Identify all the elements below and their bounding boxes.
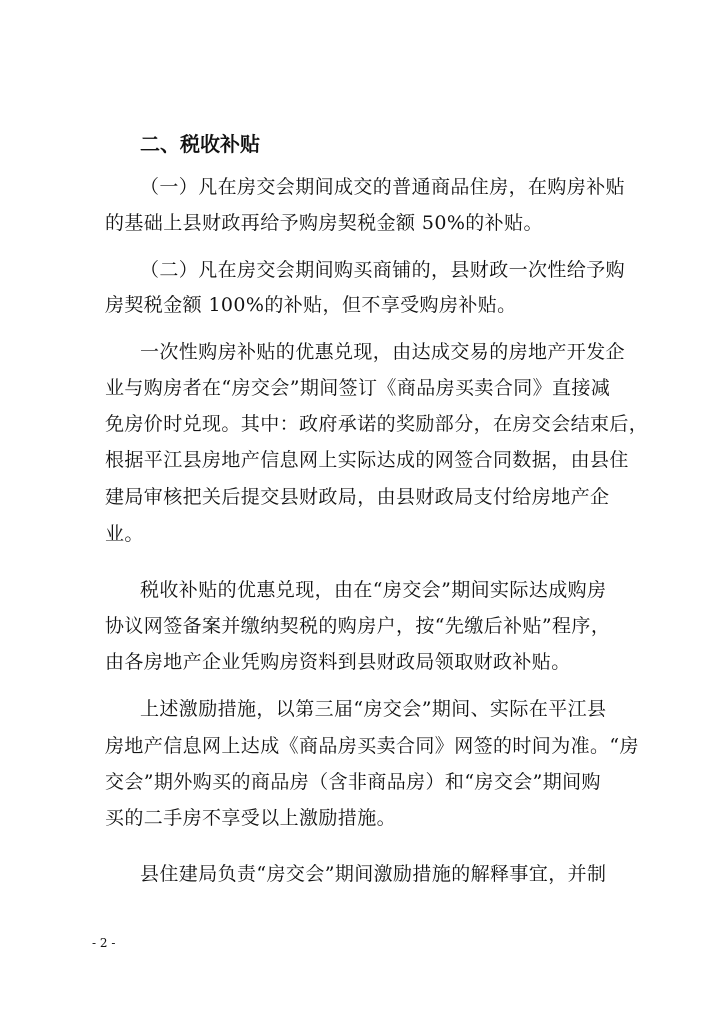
- paragraph-line: 协议网签备案并缴纳契税的购房户，按“先缴后补贴”程序，: [105, 615, 611, 637]
- paragraph-line: （二）凡在房交会期间购买商铺的，县财政一次性给予购: [140, 259, 626, 281]
- paragraph-line: 县住建局负责“房交会”期间激励措施的解释事宜，并制: [140, 863, 607, 885]
- paragraph-line: 交会”期外购买的商品房（含非商品房）和“房交会”期间购: [105, 771, 601, 793]
- page-number: - 2 -: [92, 936, 116, 950]
- paragraph-line: 的基础上县财政再给予购房契税金额 50%的补贴。: [105, 212, 543, 234]
- paragraph-line: 由各房地产企业凭购房资料到县财政局领取财政补贴。: [105, 651, 571, 673]
- paragraph-line: 业与购房者在“房交会”期间签订《商品房买卖合同》直接减: [105, 377, 611, 399]
- paragraph-line: 一次性购房补贴的优惠兑现，由达成交易的房地产开发企: [140, 341, 626, 363]
- paragraph-line: （一）凡在房交会期间成交的普通商品住房，在购房补贴: [140, 176, 626, 198]
- paragraph-line: 税收补贴的优惠兑现，由在“房交会”期间实际达成购房: [140, 579, 607, 601]
- section-heading: 二、税收补贴: [140, 132, 260, 156]
- paragraph-line: 业。: [105, 523, 144, 545]
- paragraph-line: 根据平江县房地产信息网上实际达成的网签合同数据，由县住: [105, 449, 629, 471]
- paragraph-line: 买的二手房不享受以上激励措施。: [105, 807, 397, 829]
- paragraph-line: 建局审核把关后提交县财政局，由县财政局支付给房地产企: [105, 486, 610, 508]
- paragraph-line: 免房价时兑现。其中：政府承诺的奖励部分，在房交会结束后，: [105, 413, 649, 435]
- paragraph-line: 上述激励措施，以第三届“房交会”期间、实际在平江县: [140, 698, 607, 720]
- paragraph-line: 房地产信息网上达成《商品房买卖合同》网签的时间为准。“房: [105, 735, 639, 757]
- paragraph-line: 房契税金额 100%的补贴，但不享受购房补贴。: [105, 294, 517, 316]
